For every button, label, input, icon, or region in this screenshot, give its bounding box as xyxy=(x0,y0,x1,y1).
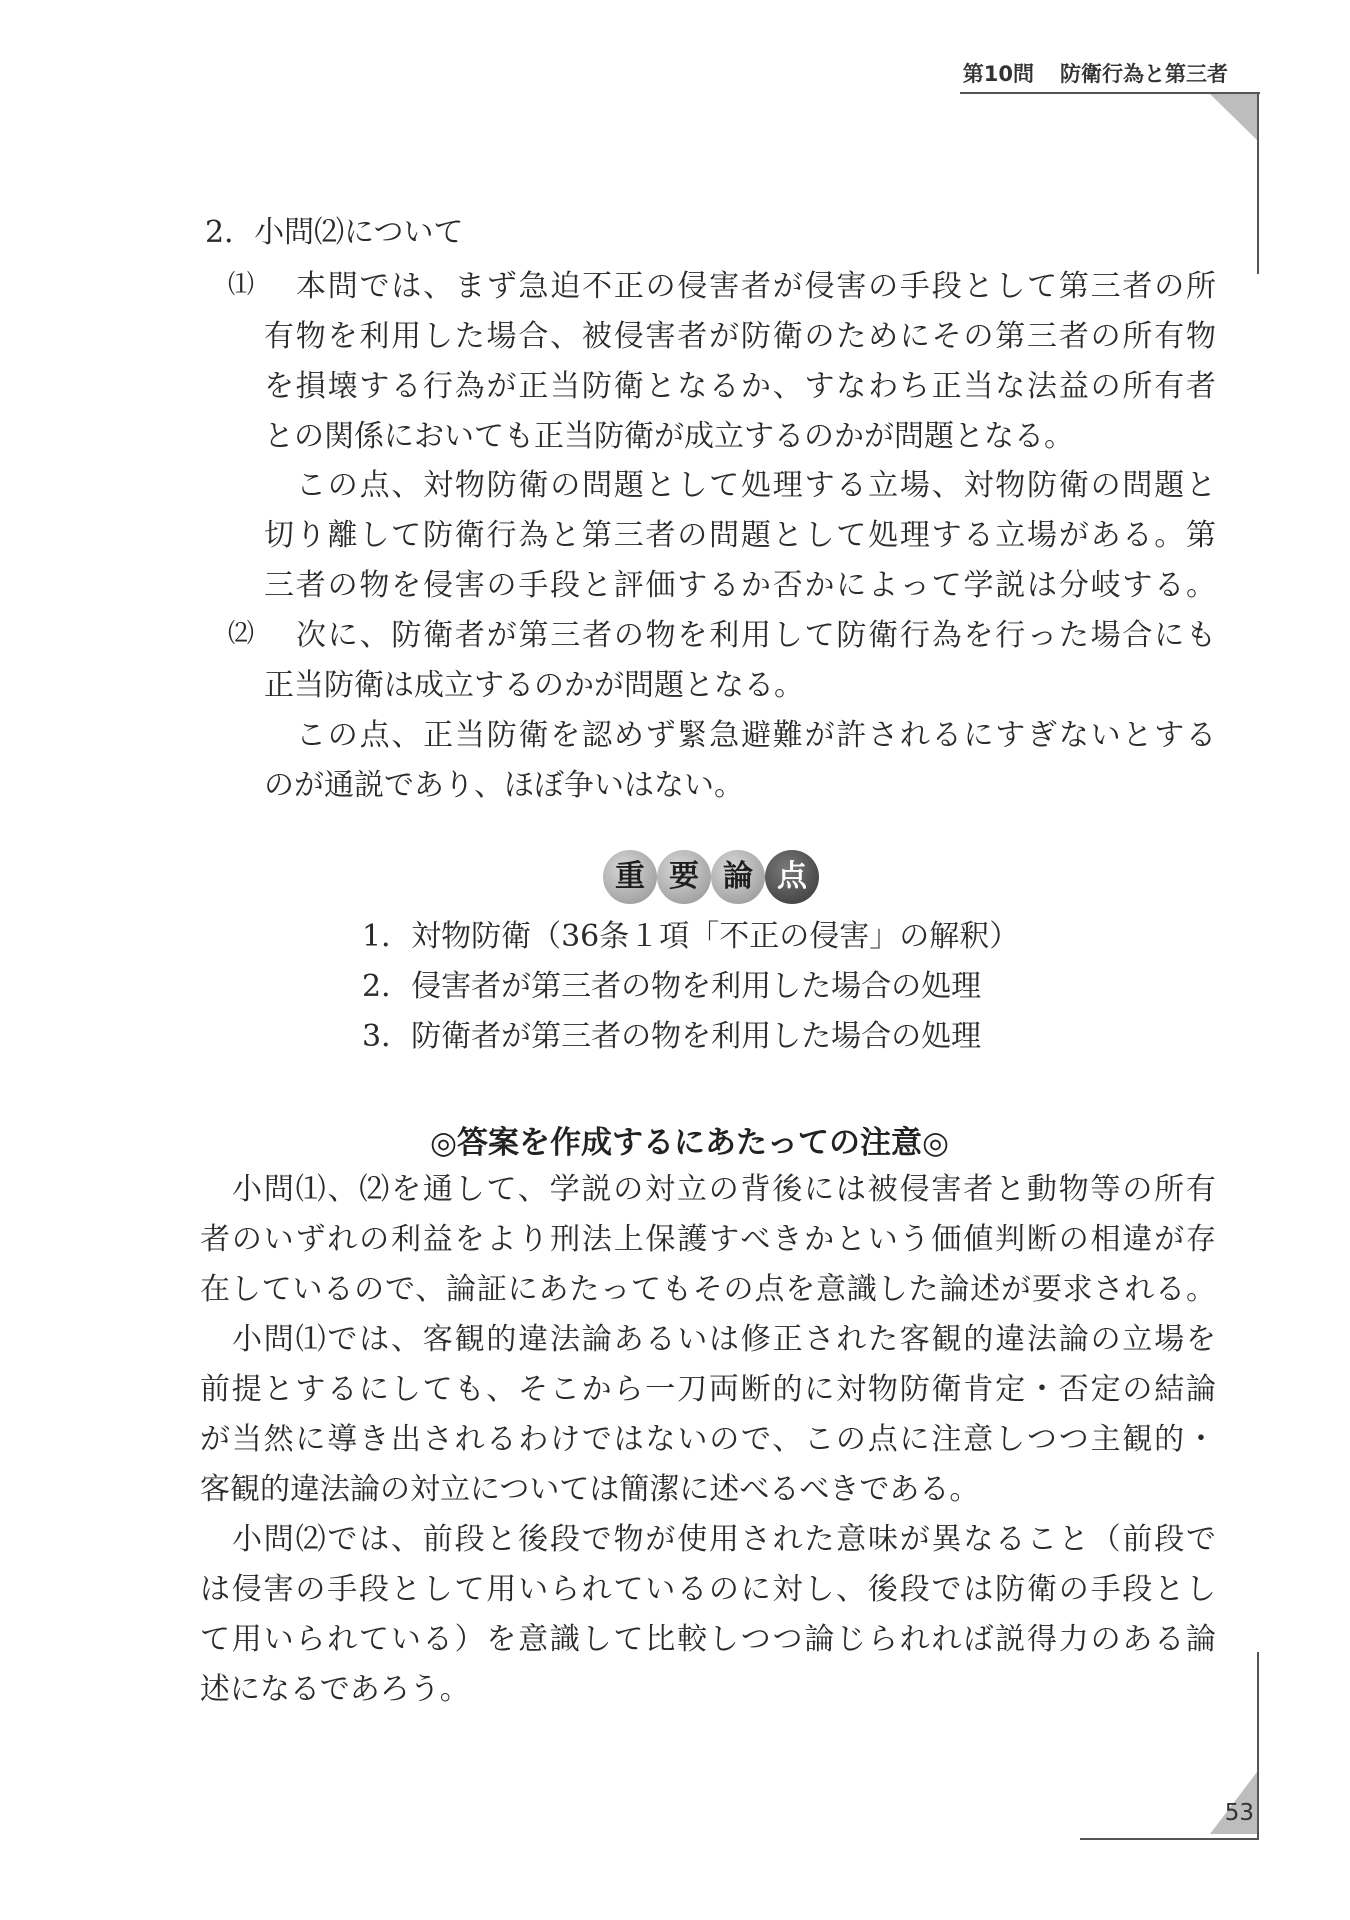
frame-line-bottom xyxy=(1257,1652,1259,1840)
notes-line: 小問⑴では、客観的違法論あるいは修正された客観的違法論の立場を xyxy=(232,1322,1216,1357)
sub2-line: 次に、防衛者が第三者の物を利用して防衛行為を行った場合にも xyxy=(296,618,1216,653)
sub2-label: ⑵ xyxy=(228,619,255,649)
chapter-title: 防衛行為と第三者 xyxy=(1060,62,1228,86)
notes-line: 在しているので、論証にあたってもその点を意識した論述が要求される。 xyxy=(200,1272,1216,1307)
notes-line: は侵害の手段として用いられているのに対し、後段では防衛の手段とし xyxy=(200,1572,1216,1607)
sub1-line: 切り離して防衛行為と第三者の問題として処理する立場がある。第 xyxy=(264,518,1216,553)
notes-line: 小問⑴、⑵を通して、学説の対立の背後には被侵害者と動物等の所有 xyxy=(232,1172,1216,1207)
footer-rule xyxy=(1080,1838,1259,1840)
page-number: 53 xyxy=(1224,1800,1254,1826)
section-2-heading: 2．小問⑵について xyxy=(205,215,464,250)
badge-ten: 点 xyxy=(765,850,819,904)
sub1-line: 三者の物を侵害の手段と評価するか否かによって学説は分岐する。 xyxy=(264,568,1216,603)
sub2-line: 正当防衛は成立するのかが問題となる。 xyxy=(264,668,804,703)
notes-line: 小問⑵では、前段と後段で物が使用された意味が異なること（前段で xyxy=(232,1522,1216,1557)
sub1-line: を損壊する行為が正当防衛となるか、すなわち正当な法益の所有者 xyxy=(264,369,1216,404)
notes-line: 者のいずれの利益をより刑法上保護すべきかという価値判断の相違が存 xyxy=(200,1222,1216,1257)
sub1-line: この点、対物防衛の問題として処理する立場、対物防衛の問題と xyxy=(296,468,1216,503)
sub2-line: この点、正当防衛を認めず緊急避難が許されるにすぎないとする xyxy=(296,718,1216,753)
sub1-line: との関係においても正当防衛が成立するのかが問題となる。 xyxy=(264,419,1074,454)
key-point-item: 1．対物防衛（36条１項「不正の侵害」の解釈） xyxy=(362,919,1020,954)
notes-line: 述になるであろう。 xyxy=(200,1672,470,1707)
notes-heading: ◎答案を作成するにあたっての注意◎ xyxy=(430,1125,950,1161)
running-header xyxy=(963,58,1228,88)
notes-line: 客観的違法論の対立については簡潔に述べるべきである。 xyxy=(200,1472,980,1507)
notes-line: が当然に導き出されるわけではないので、この点に注意しつつ主観的・ xyxy=(200,1422,1216,1457)
corner-triangle-top xyxy=(1210,94,1257,140)
sub1-line: 有物を利用した場合、被侵害者が防衛のためにその第三者の所有物 xyxy=(264,319,1216,354)
sub2-line: のが通説であり、ほぼ争いはない。 xyxy=(264,768,744,803)
badge-you: 要 xyxy=(657,850,711,904)
key-point-item: 2．侵害者が第三者の物を利用した場合の処理 xyxy=(362,969,982,1004)
frame-line-top xyxy=(1257,92,1259,274)
chapter-number: 第10問 xyxy=(962,62,1034,86)
notes-line: 前提とするにしても、そこから一刀両断的に対物防衛肯定・否定の結論 xyxy=(200,1372,1216,1407)
badge-juu: 重 xyxy=(603,850,657,904)
key-point-item: 3．防衛者が第三者の物を利用した場合の処理 xyxy=(362,1019,982,1054)
badge-ron: 論 xyxy=(711,850,765,904)
notes-line: て用いられている）を意識して比較しつつ論じられれば説得力のある論 xyxy=(200,1622,1216,1657)
sub1-label: ⑴ xyxy=(228,270,255,300)
sub1-line: 本問では、まず急迫不正の侵害者が侵害の手段として第三者の所 xyxy=(296,269,1216,304)
